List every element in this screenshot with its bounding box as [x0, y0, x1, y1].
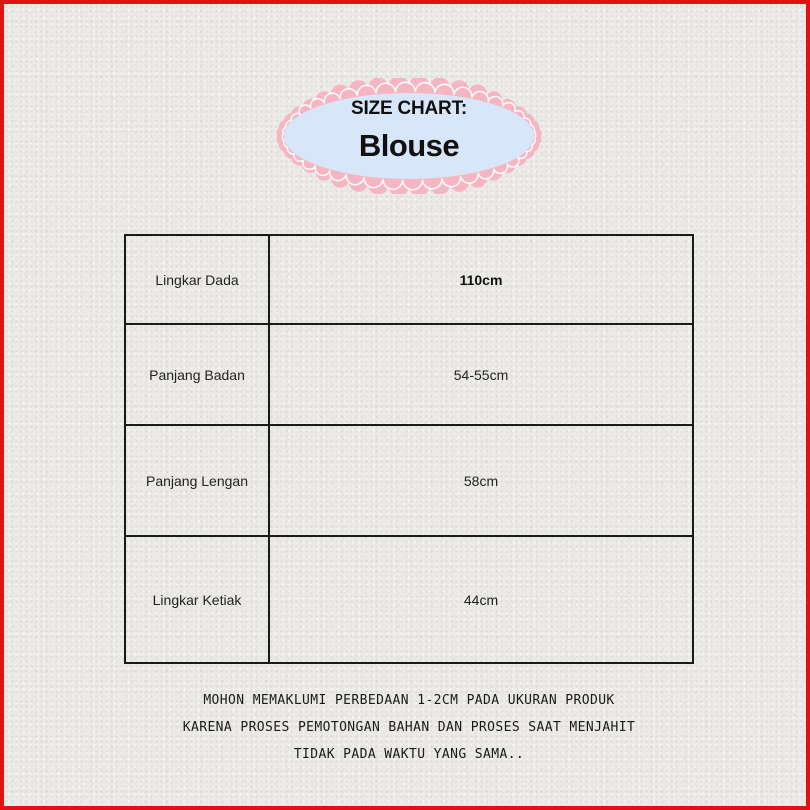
row-value: 44cm [269, 536, 693, 663]
note-line: KARENA PROSES PEMOTONGAN BAHAN DAN PROSES SAAT MENJAHIT [182, 720, 636, 735]
row-value: 54-55cm [269, 324, 693, 425]
table-row [125, 425, 693, 536]
note-line: TIDAK PADA WAKTU YANG SAMA.. [293, 747, 525, 762]
disclaimer-note [84, 687, 734, 768]
row-value: 110cm [269, 235, 693, 324]
note-line: MOHON MEMAKLUMI PERBEDAAN 1-2CM PADA UKURAN PRODUK [203, 693, 615, 708]
table-row [125, 536, 693, 663]
table-row [125, 324, 693, 425]
row-label: Panjang Lengan [125, 425, 269, 536]
size-chart-badge [266, 78, 552, 194]
row-label: Panjang Badan [125, 324, 269, 425]
size-table [124, 234, 694, 664]
table-row [125, 235, 693, 324]
row-value: 58cm [269, 425, 693, 536]
row-label: Lingkar Ketiak [125, 536, 269, 663]
row-label: Lingkar Dada [125, 235, 269, 324]
badge-subtitle: SIZE CHART: [350, 98, 468, 119]
badge-title: Blouse [358, 128, 460, 163]
